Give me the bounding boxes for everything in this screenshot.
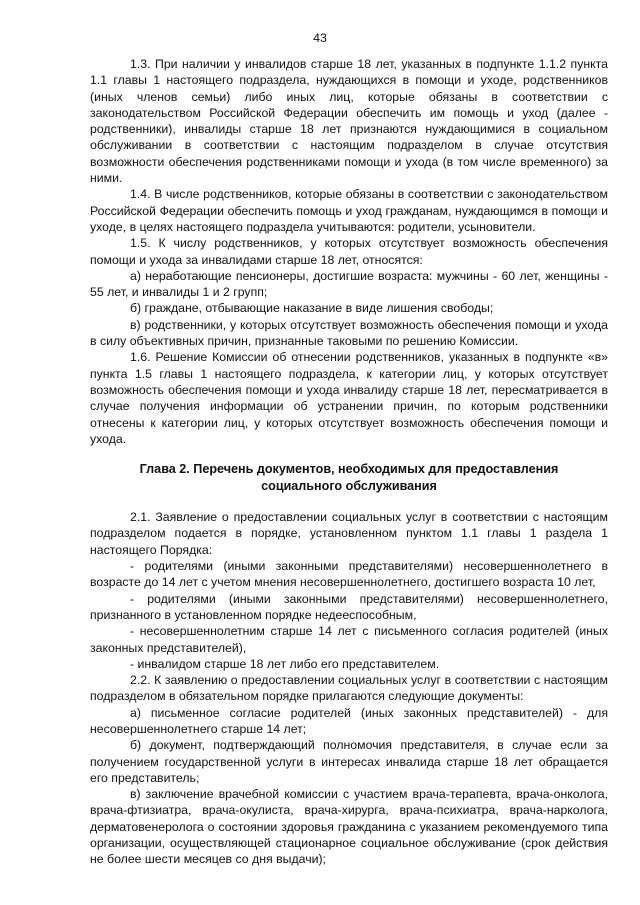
page-number: 43 xyxy=(313,31,327,45)
list-item-1-5-v: в) родственники, у которых отсутствует возможность обеспечения помощи и ухода в силу объективных причин, признанные таковыми по решению Комиссии. xyxy=(90,317,608,349)
paragraph-1-5: 1.5. К числу родственников, у которых отсутствует возможность обеспечения помощи и ухода за инвалидами старше 18 лет, относятся: xyxy=(90,236,608,267)
paragraph-1-6: 1.6. Решение Комиссии об отнесении родственников, указанных в подпункте «в» пункта 1.5 главы 1 настоящего подраздела, к категории лиц, у которых отсутствует возможность обеспечения помощи и ухода инвалиду старше 18 лет, пересматривается в случае получения информации об устранении причин, по которым родственники отнесены к категории лиц, у которых отсутствует возможность обеспечения помощи и ухода. xyxy=(90,350,608,446)
list-item-2-1-4: - инвалидом старше 18 лет либо его представителем. xyxy=(130,656,440,671)
document-body xyxy=(90,56,608,868)
chapter-2-heading-line-2: социального обслуживания xyxy=(261,479,437,494)
paragraph-1-4: 1.4. В числе родственников, которые обязаны в соответствии с законодательством Российской Федерации обеспечить помощь и уход гражданам, нуждающимся в помощи и уходе, в целях настоящего подраздела учитываются: родители, усыновители. xyxy=(90,187,608,234)
list-item-2-2-v: в) заключение врачебной комиссии с участием врача-терапевта, врача-онколога, врача-фтизиатра, врача-окулиста, врача-хирурга, врача-психиатра, врача-нарколога, дерматовенеролога о состоянии здоровья гражданина с указанием рекомендуемого типа организации, осуществляющей стационарное социальное обслуживание (срок действия не более шести месяцев со дня выдачи); xyxy=(90,787,608,867)
list-item-2-1-3: - несовершеннолетним старше 14 лет с письменного согласия родителей (иных законных представителей), xyxy=(90,624,608,655)
list-item-1-5-a: а) неработающие пенсионеры, достигшие возраста: мужчины - 60 лет, женщины - 55 лет, и инвалиды 1 и 2 групп; xyxy=(90,268,608,300)
list-item-2-1-1: - родителями (иными законными представителями) несовершеннолетнего в возрасте до 14 лет с учетом мнения несовершеннолетнего, достигшего возраста 10 лет, xyxy=(90,559,608,590)
paragraph-2-1: 2.1. Заявление о предоставлении социальных услуг в соответствии с настоящим подразделом подается в порядке, установленном пунктом 1.1 главы 1 раздела 1 настоящего Порядка: xyxy=(90,510,608,557)
list-item-2-1-2: - родителями (иными законными представителями) несовершеннолетнего, признанного в установленном порядке недееспособным, xyxy=(90,591,608,622)
paragraph-2-2: 2.2. К заявлению о предоставлении социальных услуг в соответствии с настоящим подразделом в обязательном порядке прилагаются следующие документы: xyxy=(90,673,608,704)
list-item-2-2-a: а) письменное согласие родителей (иных законных представителей) - для несовершеннолетнего старше 14 лет; xyxy=(90,705,608,736)
list-item-2-2-b: б) документ, подтверждающий полномочия представителя, в случае если за получением государственной услуги в интересах инвалида старше 18 лет обращается его представитель; xyxy=(90,738,608,785)
paragraph-1-3: 1.3. При наличии у инвалидов старше 18 лет, указанных в подпункте 1.1.2 пункта 1.1 главы 1 настоящего подраздела, нуждающихся в помощи и уходе, родственников (иных членов семьи) либо иных лиц, которые обязаны в соответствии с законодательством Российской Федерации обеспечить им помощь и уход (далее - родственники), инвалиды старше 18 лет признаются нуждающимися в социальном обслуживании в соответствии с настоящим подразделом в случае отсутствия возможности обеспечения родственниками помощи и ухода (в том числе временного) за ними. xyxy=(90,57,608,186)
chapter-2-heading-line-1: Глава 2. Перечень документов, необходимых для предоставления xyxy=(139,462,559,477)
list-item-1-5-b: б) граждане, отбывающие наказание в виде лишения свободы; xyxy=(130,301,494,316)
chapter-2-heading xyxy=(90,461,608,495)
